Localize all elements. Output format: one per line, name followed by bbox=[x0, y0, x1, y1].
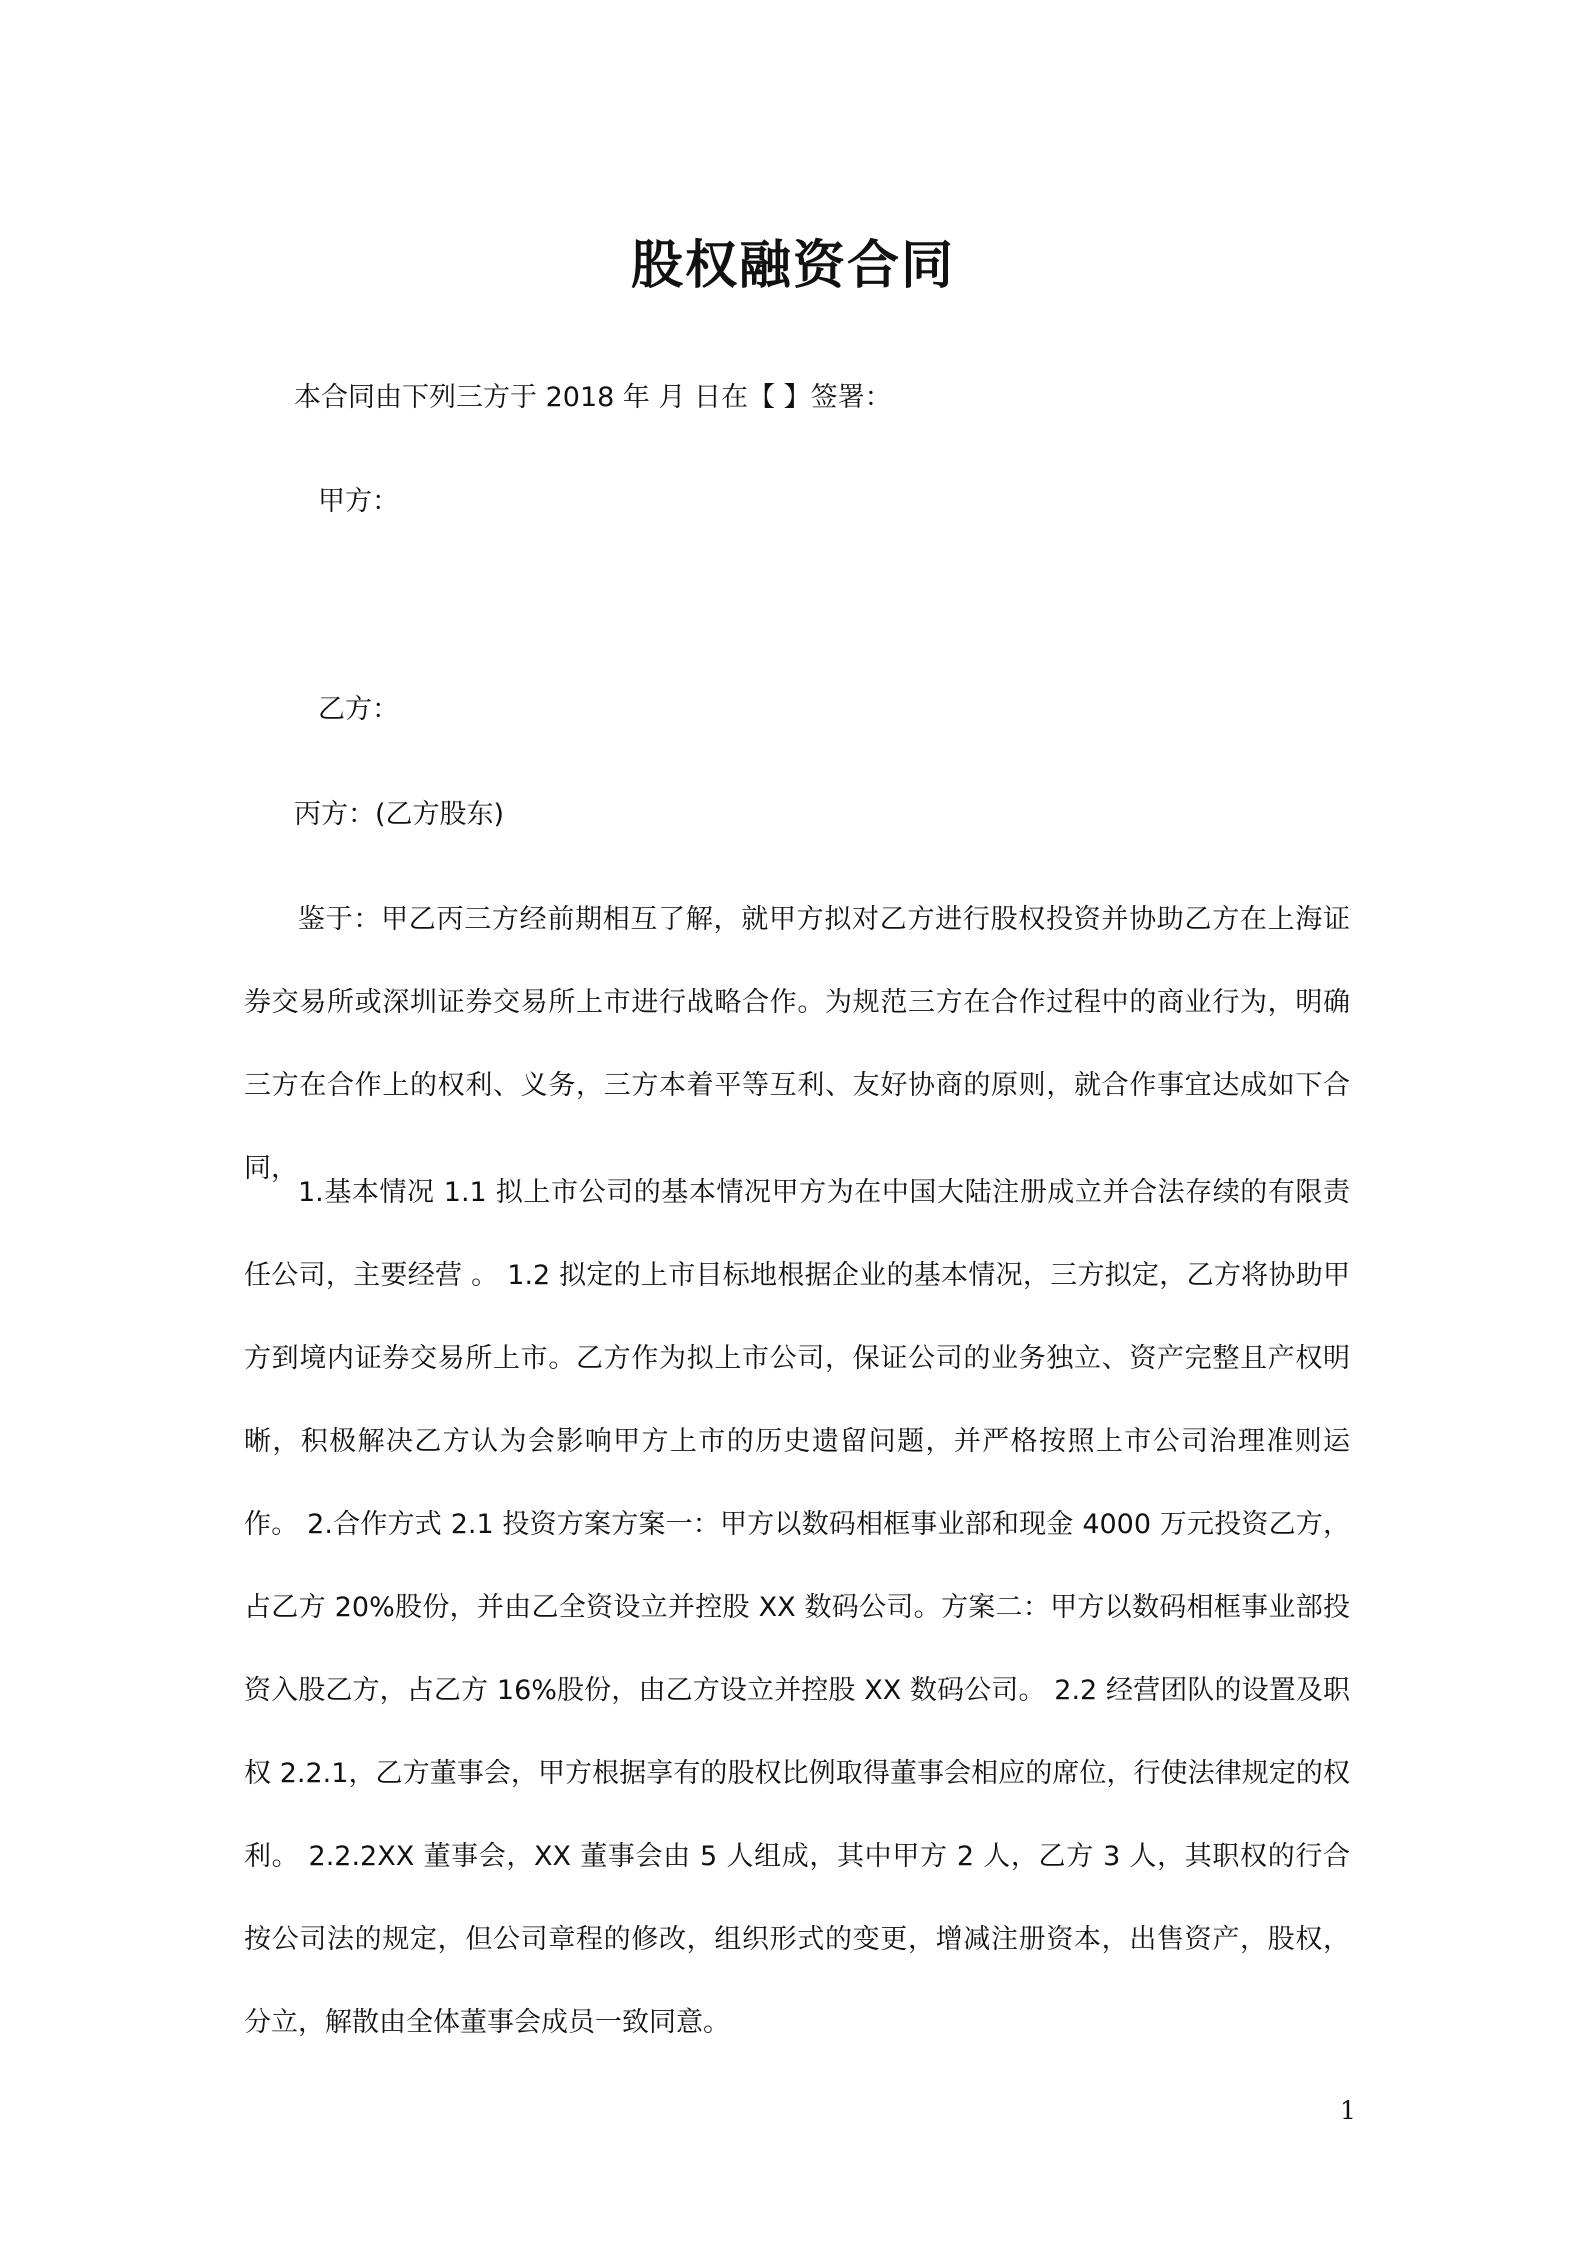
party-a-label: 甲方： bbox=[318, 486, 399, 517]
document-title: 股权融资合同 bbox=[630, 236, 955, 296]
party-b-label: 乙方： bbox=[318, 694, 399, 725]
page-number: 1 bbox=[1340, 2096, 1356, 2125]
party-c-label: 丙方：(乙方股东) bbox=[294, 799, 505, 830]
contract-body-paragraph: 1.基本情况 1.1 拟上市公司的基本情况甲方为在中国大陆注册成立并合法存续的有限责任公司，主要经营 。 1.2 拟定的上市目标地根据企业的基本情况，三方拟定，乙方将协助甲方到境内证券交易所上市。乙方作为拟上市公司，保证公司的业务独立、资产完整且产权明晰，积极解决乙方认为会影响甲方上市的历史遗留问题，并严格按照上市公司治理准则运作。 2.合作方式 2.1 投资方案方案一：甲方以数码相框事业部和现金 4000 万元投资乙方，占乙方 20%股份，并由乙全资设立并控股 XX 数码公司。方案二：甲方以数码相框事业部投资入股乙方，占乙方 16%股份，由乙方设立并控股 XX 数码公司。 2.2 经营团队的设置及职权 2.2.1，乙方董事会，甲方根据享有的股权比例取得董事会相应的席位，行使法律规定的权利。 2.2.2XX 董事会，XX 董事会由 5 人组成，其中甲方 2 人，乙方 3 人，其职权的行合按公司法的规定，但公司章程的修改，组织形式的变更，增减注册资本，出售资产，股权，分立，解散由全体董事会成员一致同意。 bbox=[244, 1177, 1350, 2038]
recital-paragraph: 鉴于：甲乙丙三方经前期相互了解，就甲方拟对乙方进行股权投资并协助乙方在上海证券交易所或深圳证券交易所上市进行战略合作。为规范三方在合作过程中的商业行为，明确三方在合作上的权利、义务，三方本着平等互利、友好协商的原则，就合作事宜达成如下合同， bbox=[244, 904, 1350, 1184]
contract-intro: 本合同由下列三方于 2018 年 月 日在【 】签署： bbox=[294, 382, 892, 413]
